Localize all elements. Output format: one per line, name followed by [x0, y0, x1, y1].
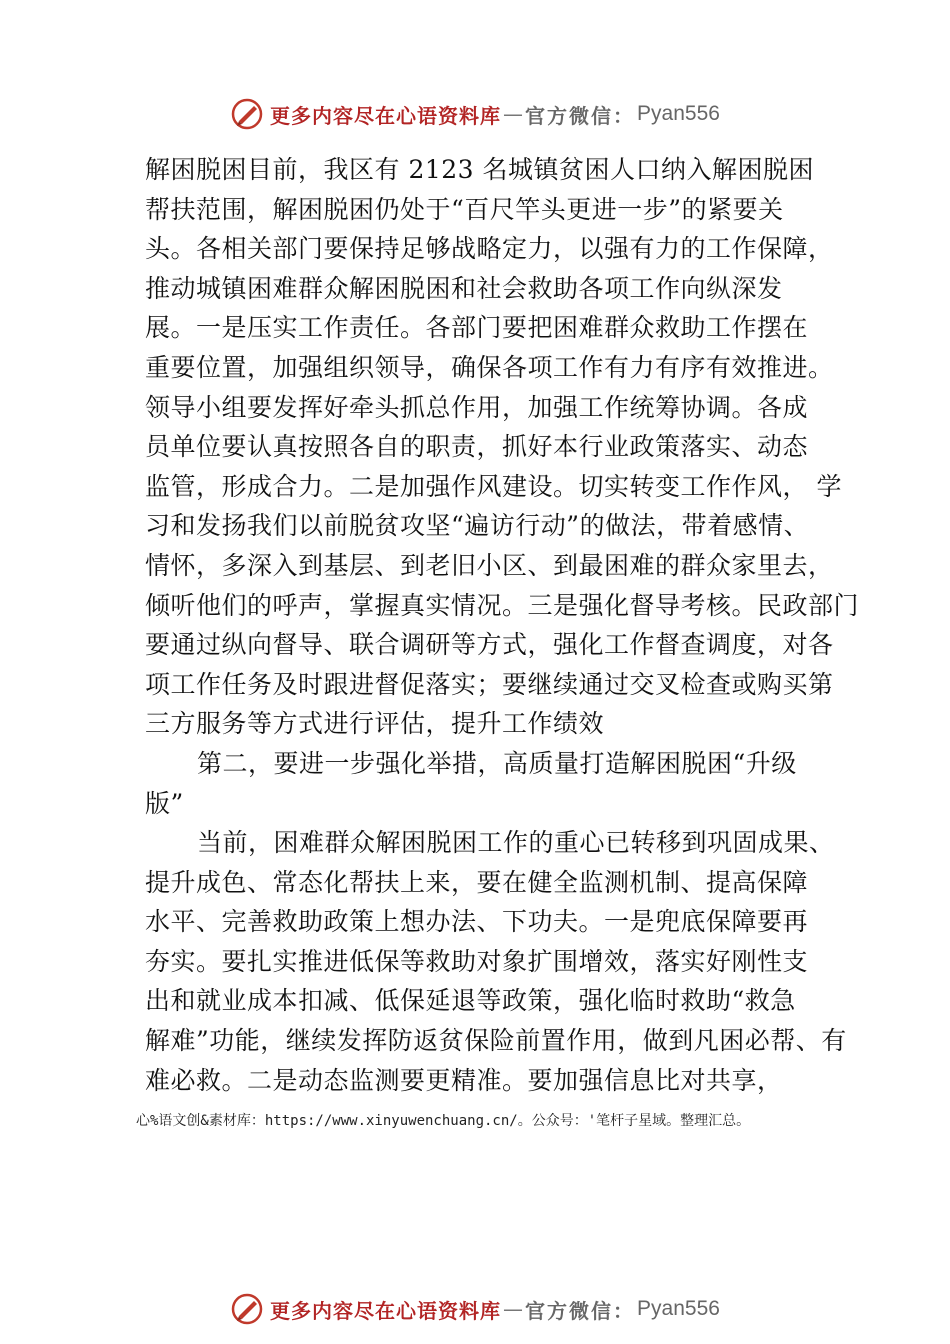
text-line: 情怀，多深入到基层、到老旧小区、到最困难的群众家里去，: [145, 550, 834, 580]
text-line: 出和就业成本扣减、低保延退等政策，强化临时救助“救急: [145, 986, 796, 1016]
text-line: 解困脱困目前，我区有 2123 名城镇贫困人口纳入解困脱困: [145, 155, 815, 184]
text-line: 当前，困难群众解困脱困工作的重心已转移到巩固成果、: [197, 828, 835, 858]
text-line: 头。各相关部门要保持足够战略定力，以强有力的工作保障，: [145, 234, 834, 264]
banner-wechat-label: 官方微信：: [525, 1298, 636, 1323]
text-line: 项工作任务及时跟进督促落实；要继续通过交叉检查或购买第: [145, 669, 834, 699]
text-line: 三方服务等方式进行评估，提升工作绩效: [145, 709, 605, 739]
text-line: 领导小组要发挥好牵头抓总作用，加强工作统筹协调。各成: [145, 392, 809, 422]
section-heading-cont: 版”: [145, 788, 184, 818]
text-line: 监管，形成合力。二是加强作风建设。切实转变工作作风， 学: [145, 471, 842, 501]
logo-icon: [230, 1292, 264, 1326]
text-line: 推动城镇困难群众解困脱困和社会救助各项工作向纵深发: [145, 273, 783, 303]
footer-banner: [0, 1289, 950, 1329]
text-line: 倾听他们的呼声，掌握真实情况。三是强化督导考核。民政部门: [145, 590, 860, 620]
text-line: 重要位置，加强组织领导，确保各项工作有力有序有效推进。: [145, 352, 834, 382]
banner-dash: —: [503, 1297, 524, 1321]
text-line: 习和发扬我们以前脱贫攻坚“遍访行动”的做法，带着感情、: [145, 511, 810, 541]
banner-wechat-label: 官方微信：: [525, 103, 636, 128]
text-line: 难必救。二是动态监测要更精准。要加强信息比对共享，: [145, 1065, 783, 1095]
document-body: [145, 150, 860, 1100]
banner-wechat-id: Pyan556: [637, 1297, 720, 1320]
text-line: 水平、完善救助政策上想办法、下功夫。一是兜底保障要再: [145, 907, 809, 937]
text-line: 提升成色、常态化帮扶上来，要在健全监测机制、提高保障: [145, 867, 809, 897]
banner-title: 更多内容尽在心语资料库: [270, 1298, 502, 1323]
header-banner: [0, 94, 950, 134]
text-line: 要通过纵向督导、联合调研等方式，强化工作督查调度，对各: [145, 630, 834, 660]
text-line: 展。一是压实工作责任。各部门要把困难群众救助工作摆在: [145, 313, 809, 343]
banner-dash: —: [503, 102, 524, 126]
footer-source-note: 心%语文创&素材库：https://www.xinyuwenchuang.cn/。公众号：'笔杆子星域。整理汇总。: [136, 1113, 751, 1129]
section-heading: 第二，要进一步强化举措，高质量打造解困脱困“升级: [197, 748, 797, 778]
text-line: 解难”功能，继续发挥防返贫保险前置作用，做到凡困必帮、有: [145, 1026, 847, 1056]
banner-wechat-id: Pyan556: [637, 102, 720, 125]
text-line: 夯实。要扎实推进低保等救助对象扩围增效，落实好刚性支: [145, 946, 809, 976]
logo-icon: [230, 97, 264, 131]
text-line: 帮扶范围，解困脱困仍处于“百尺竿头更进一步”的紧要关: [145, 194, 784, 224]
banner-title: 更多内容尽在心语资料库: [270, 103, 502, 128]
text-line: 员单位要认真按照各自的职责，抓好本行业政策落实、动态: [145, 432, 809, 462]
